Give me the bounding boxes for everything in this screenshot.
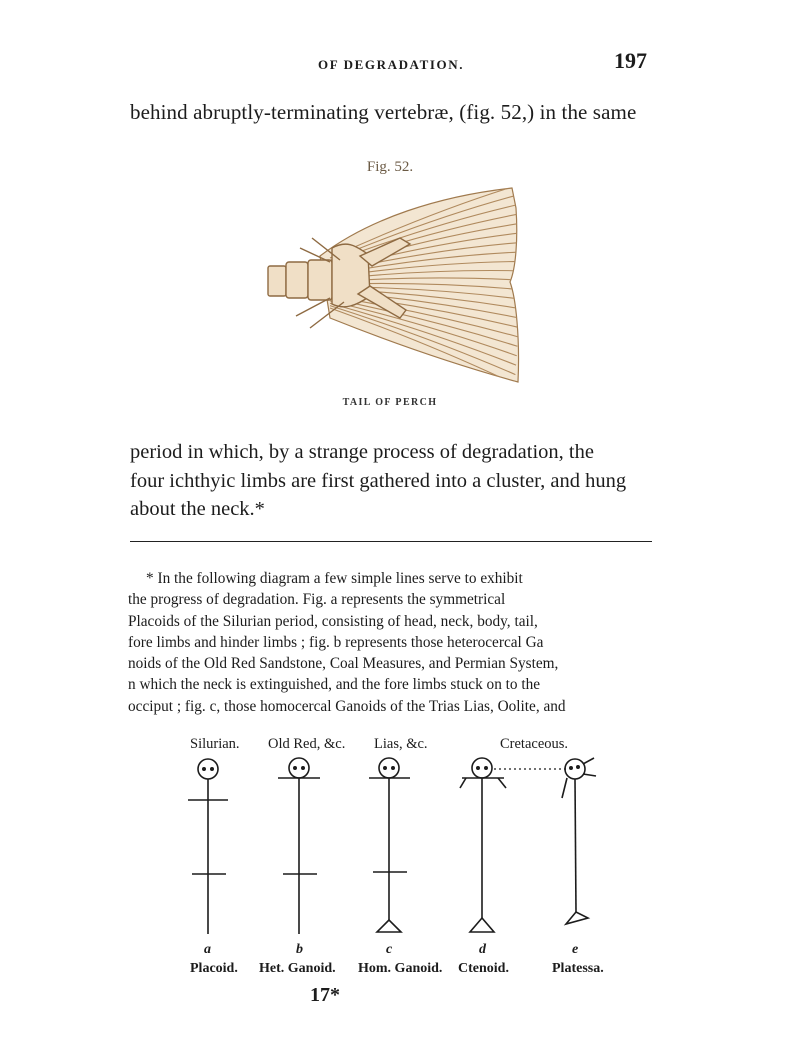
figure-letter-b: b	[296, 942, 303, 957]
page-number: 197	[614, 48, 647, 73]
signature-mark: 17*	[310, 984, 340, 1006]
figure-e-platessa	[562, 758, 596, 924]
figure-letter-d: d	[479, 942, 486, 957]
body-text-line: about the neck.*	[130, 498, 265, 520]
perch-tail-illustration	[260, 178, 530, 388]
footnote-line: * In the following diagram a few simple lines serve to exhibit	[146, 570, 523, 587]
figure-letter-a: a	[204, 942, 211, 957]
figure-label: Fig. 52.	[366, 159, 414, 175]
footnote-line: Placoids of the Silurian period, consisting of head, neck, body, tail,	[128, 612, 538, 630]
fish-label-platessa: Platessa.	[552, 961, 604, 976]
body-text-line: period in which, by a strange process of degradation, the	[130, 441, 594, 463]
figure-letter-c: c	[386, 942, 393, 957]
figure-letter-e: e	[572, 942, 579, 957]
body-text-line: four ichthyic limbs are first gathered into a cluster, and hung	[130, 469, 627, 492]
period-label-lias: Lias, &c.	[374, 736, 428, 752]
footnote-line: the progress of degradation. Fig. a represents the symmetrical	[128, 591, 506, 609]
fish-label-ctenoid: Ctenoid.	[458, 961, 509, 976]
body-text-line: behind abruptly-terminating vertebræ, (fig. 52,) in the same	[130, 100, 637, 124]
degradation-diagram	[170, 752, 630, 942]
figure-c-hom-ganoid	[369, 758, 410, 932]
fish-label-het-ganoid: Het. Ganoid.	[259, 961, 336, 976]
running-head: OF DEGRADATION.	[318, 57, 465, 72]
footnote-line: noids of the Old Red Sandstone, Coal Measures, and Permian System,	[128, 655, 559, 673]
footnote-line: fore limbs and hinder limbs ; fig. b represents those heterocercal Ga	[128, 633, 544, 651]
figure-d-ctenoid	[460, 758, 506, 932]
period-label-silurian: Silurian.	[190, 736, 240, 752]
footnote-rule	[130, 541, 652, 542]
period-label-old-red: Old Red, &c.	[268, 736, 346, 752]
figure-caption: TAIL OF PERCH	[342, 397, 438, 408]
fish-label-placoid: Placoid.	[190, 961, 238, 976]
footnote	[128, 568, 660, 717]
period-label-cretaceous: Cretaceous.	[500, 736, 569, 752]
footnote-line: occiput ; fig. c, those homocercal Ganoids of the Trias Lias, Oolite, and	[128, 697, 566, 715]
footnote-line: n which the neck is extinguished, and the fore limbs stuck on to the	[128, 676, 541, 694]
body-paragraph	[130, 438, 660, 524]
fish-label-hom-ganoid: Hom. Ganoid.	[358, 961, 443, 976]
figure-a-placoid	[188, 759, 228, 934]
figure-b-het-ganoid	[278, 758, 320, 934]
